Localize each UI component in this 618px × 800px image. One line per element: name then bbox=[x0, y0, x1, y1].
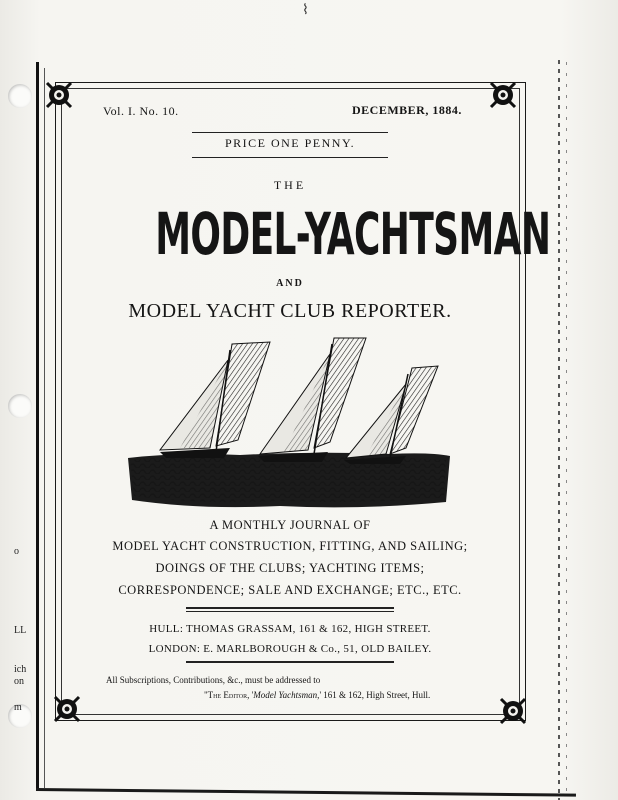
editor-suffix: ' 161 & 162, High Street, Hull. bbox=[319, 690, 431, 700]
corner-ornament-icon bbox=[52, 694, 82, 724]
price-rule-top bbox=[192, 132, 388, 133]
description-line: MODEL YACHT CONSTRUCTION, FITTING, AND SAILING; bbox=[112, 539, 468, 553]
description-line: A MONTHLY JOURNAL OF bbox=[209, 518, 371, 532]
description-line: DOINGS OF THE CLUBS; YACHTING ITEMS; bbox=[155, 561, 425, 575]
subscriptions-note: All Subscriptions, Contributions, &c., must be addressed to bbox=[106, 675, 321, 685]
margin-fragment: o bbox=[14, 546, 19, 557]
editor-address bbox=[204, 690, 430, 700]
masthead-subtitle: MODEL YACHT CLUB REPORTER. bbox=[128, 300, 452, 322]
price-rule-bottom bbox=[192, 157, 388, 158]
publisher-rule-bottom bbox=[186, 661, 394, 663]
price-label: PRICE ONE PENNY. bbox=[224, 136, 356, 150]
volume-number: Vol. I. No. 10. bbox=[103, 104, 179, 118]
corner-ornament-icon bbox=[488, 80, 518, 110]
corner-ornament-icon bbox=[44, 80, 74, 110]
bleed-through-edge bbox=[558, 60, 560, 800]
margin-fragment: on bbox=[14, 676, 24, 687]
issue-date: DECEMBER, 1884. bbox=[352, 103, 462, 117]
binding-edge-inner bbox=[44, 68, 45, 788]
sailing-yachts-engraving-icon bbox=[120, 330, 460, 515]
punch-hole-icon bbox=[8, 394, 32, 418]
masthead-and: AND bbox=[276, 278, 304, 289]
margin-fragment: m bbox=[14, 702, 22, 713]
publisher-rule-top-thin bbox=[186, 611, 394, 612]
binding-edge bbox=[36, 62, 39, 790]
masthead-the: THE bbox=[273, 178, 307, 192]
editor-prefix: "The Editor, ' bbox=[204, 690, 254, 700]
margin-fragment: ich bbox=[14, 664, 27, 675]
masthead-title: MODEL-YACHTSMAN bbox=[155, 200, 551, 268]
description-line: CORRESPONDENCE; SALE AND EXCHANGE; ETC., ETC. bbox=[118, 583, 462, 597]
top-ink-mark: ⌇ bbox=[302, 3, 309, 18]
punch-hole-icon bbox=[8, 84, 32, 108]
corner-ornament-icon bbox=[498, 696, 528, 726]
bleed-through-edge bbox=[566, 62, 567, 792]
publisher-london: LONDON: E. MARLBOROUGH & Co., 51, OLD BAILEY. bbox=[148, 643, 432, 655]
margin-fragment: LL bbox=[14, 625, 27, 636]
publisher-rule-top bbox=[186, 607, 394, 609]
publisher-hull: HULL: THOMAS GRASSAM, 161 & 162, HIGH STREET. bbox=[149, 623, 431, 635]
editor-italic: Model Yachtsman, bbox=[253, 690, 320, 700]
